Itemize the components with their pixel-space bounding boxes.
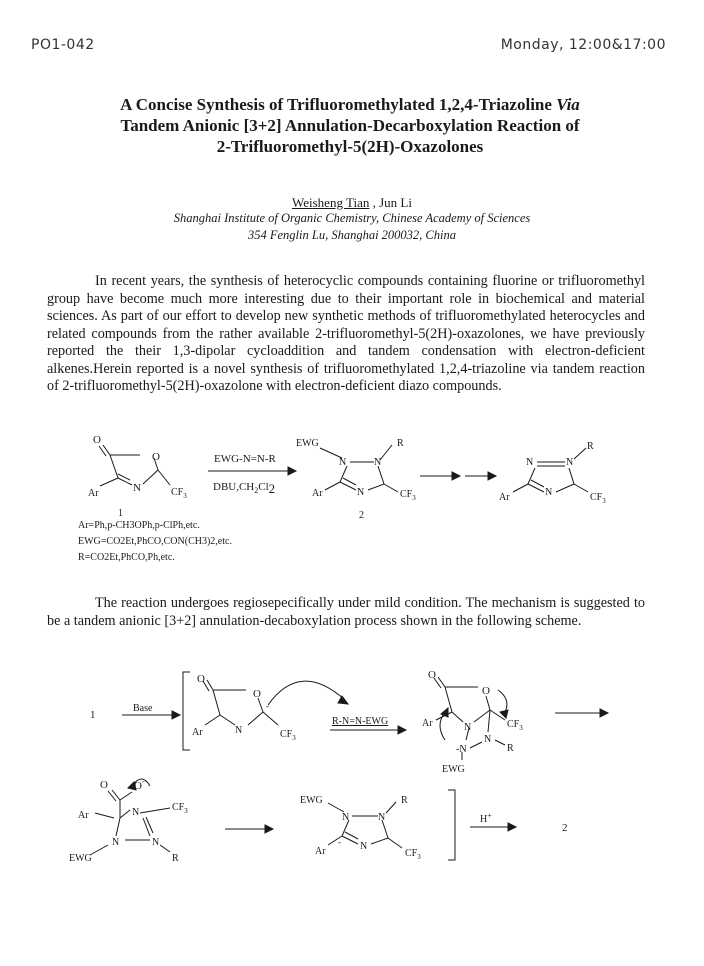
s2-n3: N xyxy=(484,734,492,745)
s2-anion1: - xyxy=(266,701,269,711)
s2-n2: N xyxy=(464,722,472,733)
s1-n1: N xyxy=(339,457,347,468)
poster-code: PO1-042 xyxy=(31,37,95,53)
curved-arrow-attack-head xyxy=(338,696,348,704)
s1-ring-n: N xyxy=(133,482,141,494)
s2-o3: O xyxy=(428,669,436,681)
s2-diazo-label: R-N=N-EWG xyxy=(332,716,389,727)
triazole-structure xyxy=(513,448,588,492)
s2-o1: O xyxy=(197,673,205,685)
s2-product-label: 2 xyxy=(562,822,568,834)
s2-ar2: Ar xyxy=(422,718,433,729)
base-arrow-head xyxy=(172,711,180,719)
reagent-diazo: EWG-N=N-R xyxy=(214,453,276,465)
title-line2: Tandem Anionic [3+2] Annulation-Decarboxylation Reaction of xyxy=(120,116,580,135)
s2-n5: N xyxy=(132,807,140,818)
author-2: Jun Li xyxy=(379,195,412,210)
s2-o5: O xyxy=(100,779,108,791)
affiliation-line2: 354 Fenglin Lu, Shanghai 200032, China xyxy=(248,228,456,242)
s2-cf3-2: $CF_3$ xyxy=(507,719,523,732)
s1-carbonyl-o: O xyxy=(93,434,101,446)
s1-ewg: EWG xyxy=(296,438,319,449)
s2-start-label: 1 xyxy=(90,709,96,721)
s1-r: R xyxy=(397,438,404,449)
s2-o2: O xyxy=(253,688,261,700)
condition-ar: Ar=Ph,p-CH3OPh,p-ClPh,etc. xyxy=(78,520,200,531)
triazoline-2-structure xyxy=(320,445,398,492)
s1-n2: N xyxy=(374,457,382,468)
compound-1-label: 1 xyxy=(118,508,123,519)
s2-n10: N xyxy=(360,841,368,852)
s1-cf3: $CF_3$ xyxy=(171,487,187,500)
mechanism-text: The reaction undergoes regiosepecifically under mild condition. The mechanism is suggested to be a tandem anionic [3+2] annulation-decaboxylation process shown in the following scheme. xyxy=(47,595,645,629)
session-time: Monday, 12:00&17:00 xyxy=(500,37,666,53)
author-1: Weisheng Tian xyxy=(292,195,370,210)
s2-cf3-3: $CF_3$ xyxy=(172,802,188,815)
s2-ar4: Ar xyxy=(315,846,326,857)
s2-cf3-4: $CF_3$ xyxy=(405,848,421,861)
s1-r3: R xyxy=(587,441,594,452)
reagent-solvent: $DBU,CH_2Cl2$ xyxy=(213,481,276,496)
adduct-structure xyxy=(434,677,505,760)
curved-arrow-attack xyxy=(268,681,345,705)
decarboxylation-arrow-head xyxy=(265,825,273,833)
compound-2-label: 2 xyxy=(359,510,364,521)
bracket-left xyxy=(183,672,190,750)
s2-n9: N xyxy=(378,812,386,823)
s2-ewg2: EWG xyxy=(69,853,92,864)
s2-ewg3: EWG xyxy=(300,795,323,806)
s1-n3a: N xyxy=(526,457,534,468)
reaction-arrow-1-head xyxy=(288,467,296,475)
s2-r3: R xyxy=(401,795,408,806)
reaction-arrow-2-head xyxy=(452,472,460,480)
s1-cf3-2: $CF_3$ xyxy=(400,489,416,502)
s2-o6: O- xyxy=(134,777,145,792)
s2-n1: N xyxy=(235,725,243,736)
s1-ar3: Ar xyxy=(499,492,510,503)
s1-ar: Ar xyxy=(88,488,99,499)
s1-ar2: Ar xyxy=(312,488,323,499)
bracket-right xyxy=(448,790,455,860)
s1-ring-o: O xyxy=(152,451,160,463)
authors: Weisheng Tian , Jun Li xyxy=(292,195,412,210)
s2-n4: -N xyxy=(456,744,467,755)
s2-ar3: Ar xyxy=(78,810,89,821)
s2-n6: N xyxy=(112,837,120,848)
s2-o4: O xyxy=(482,685,490,697)
condition-r: R=CO2Et,PhCO,Ph,etc. xyxy=(78,552,175,563)
protonation-arrow-head xyxy=(508,823,516,831)
s2-r1: R xyxy=(507,743,514,754)
mechanism-paragraph xyxy=(47,595,645,630)
s2-acid-label: H+ xyxy=(480,811,492,825)
diazo-arrow-head xyxy=(398,726,406,734)
s2-ewg1: EWG xyxy=(442,764,465,775)
s1-cf3-3: $CF_3$ xyxy=(590,492,606,505)
curved-arrow-ring-head xyxy=(500,710,508,718)
affiliation-line1: Shanghai Institute of Organic Chemistry, Chinese Academy of Sciences xyxy=(173,211,531,225)
condition-ewg: EWG=CO2Et,PhCO,CON(CH3)2,etc. xyxy=(78,536,232,547)
title-line3: 2-Trifluoromethyl-5(2H)-Oxazolones xyxy=(216,137,484,156)
next-arrow-head xyxy=(600,709,608,717)
s2-n7: N xyxy=(152,837,160,848)
s2-n8: N xyxy=(342,812,350,823)
s1-n4: N xyxy=(357,487,365,498)
s2-cf3-1: $CF_3$ xyxy=(280,729,296,742)
s2-anion2: - xyxy=(338,837,341,847)
s1-n3b: N xyxy=(566,457,574,468)
title-line1: A Concise Synthesis of Trifluoromethylated 1,2,4-Triazoline xyxy=(120,95,557,114)
title-via: Via xyxy=(556,95,580,114)
s2-r2: R xyxy=(172,853,179,864)
s1-n3c: N xyxy=(545,487,553,498)
s2-ar1: Ar xyxy=(192,727,203,738)
abstract-text: In recent years, the synthesis of heterocyclic compounds containing fluorine or trifluoromethyl group have become much more interesting due to their important role in biochemical and material sciences. As part of our effort to develop new synthetic methods of trifluoromethylated heterocycles and related compounds from the rather available 2-trifluoromethyl-5(2H)-oxazolones, we have previously reported the their 1,3-dipolar cycloaddition and tandem condensation with electron-deficient alkenes.Herein reported is a novel synthesis of trifluoromethylated 1,2,4-triazoline via tandem reaction of 2-trifluoromethyl-5(2H)-oxazolone with electron-deficient diazo compounds. xyxy=(47,273,645,394)
s2-base-label: Base xyxy=(133,703,153,714)
reaction-arrow-3-head xyxy=(488,472,496,480)
